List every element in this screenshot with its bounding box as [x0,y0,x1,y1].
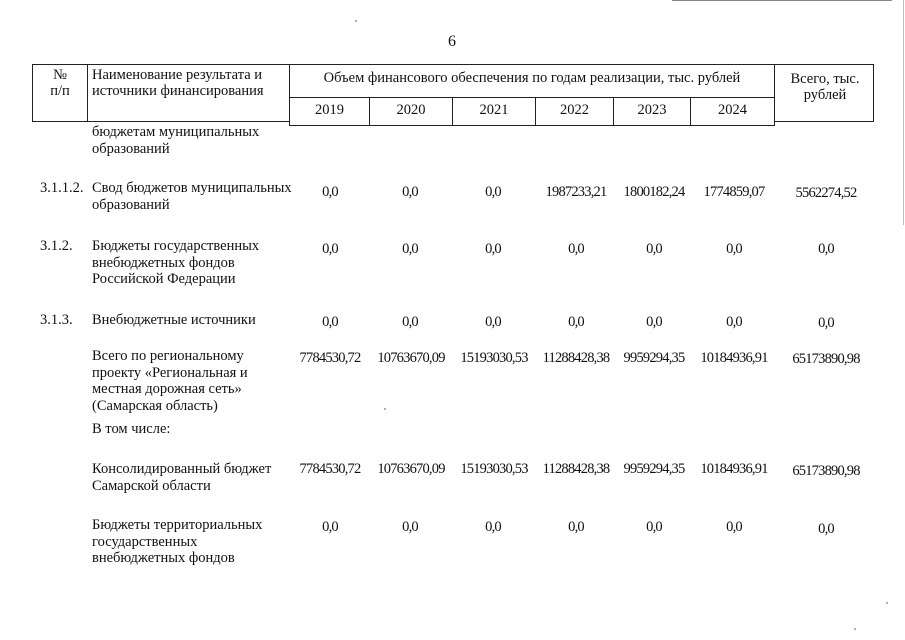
value-2024: 10184936,91 [700,461,768,477]
value-2022: 0,0 [568,519,584,535]
scan-speck [384,408,386,410]
row-number: 3.1.3. [40,312,73,328]
row-name: Внебюджетные источники [92,312,256,328]
value-2021: 15193030,53 [460,350,528,366]
value-2023: 0,0 [646,314,662,330]
value-2022: 1987233,21 [545,184,607,200]
value-total: 0,0 [818,521,834,537]
value-2024: 0,0 [726,241,742,257]
value-2019: 0,0 [322,314,338,330]
value-2024: 1774859,07 [703,184,765,200]
value-2019: 7784530,72 [299,350,361,366]
value-2023: 0,0 [646,241,662,257]
value-2020: 0,0 [402,314,418,330]
header-name-label: Наименование результата и источники финансирования [92,67,264,99]
row-name: Всего по региональному проекту «Региональная и местная дорожная сеть» (Самарская область) [92,348,248,414]
value-2021: 15193030,53 [460,461,528,477]
row-name: Консолидированный бюджет Самарской области [92,461,272,494]
scan-speck [886,602,888,604]
scan-speck [355,20,357,22]
value-2019: 0,0 [322,519,338,535]
value-2021: 0,0 [485,519,501,535]
top-edge-line [672,0,892,1]
value-total: 0,0 [818,241,834,257]
value-2023: 9959294,35 [623,461,685,477]
value-2019: 7784530,72 [299,461,361,477]
value-2021: 0,0 [485,241,501,257]
value-2024: 0,0 [726,519,742,535]
value-2022: 11288428,38 [542,461,610,477]
scan-speck [854,628,856,630]
header-year-2021: 2021 [479,102,509,118]
header-volume-label: Объем финансового обеспечения по годам реализации, тыс. рублей [323,70,741,86]
page-number: 6 [448,33,456,50]
row-name: Бюджеты государственных внебюджетных фондов Российской Федерации [92,238,260,287]
value-total: 65173890,98 [792,351,860,367]
row-number: 3.1.1.2. [40,180,84,196]
header-year-2019: 2019 [315,102,344,118]
value-2024: 0,0 [726,314,742,330]
value-2022: 11288428,38 [542,350,610,366]
value-2019: 0,0 [322,184,338,200]
value-2022: 0,0 [568,241,584,257]
value-2022: 0,0 [568,314,584,330]
row-name: бюджетам муниципальных образований [92,124,260,157]
value-2023: 0,0 [646,519,662,535]
header-year-2022: 2022 [560,102,589,118]
value-2019: 0,0 [322,241,338,257]
row-name: Бюджеты территориальных государственных внебюджетных фондов [92,517,263,566]
header-no-label: № п/п [50,67,70,99]
right-edge-line [903,0,904,225]
value-2023: 1800182,24 [623,184,685,200]
value-2021: 0,0 [485,184,501,200]
value-total: 0,0 [818,315,834,331]
header-year-2024: 2024 [718,102,747,118]
value-total: 65173890,98 [792,463,860,479]
header-year-2020: 2020 [396,102,426,118]
value-2024: 10184936,91 [700,350,768,366]
row-subname: В том числе: [92,421,171,437]
header-total-label: Всего, тыс. рублей [790,71,860,103]
row-name: Свод бюджетов муниципальных образований [92,180,292,213]
header-year-2023: 2023 [637,102,667,118]
value-total: 5562274,52 [795,185,857,201]
value-2020: 0,0 [402,184,418,200]
row-number: 3.1.2. [40,238,73,254]
value-2023: 9959294,35 [623,350,685,366]
value-2020: 10763670,09 [377,461,445,477]
value-2020: 0,0 [402,241,418,257]
value-2021: 0,0 [485,314,501,330]
value-2020: 0,0 [402,519,418,535]
value-2020: 10763670,09 [377,350,445,366]
